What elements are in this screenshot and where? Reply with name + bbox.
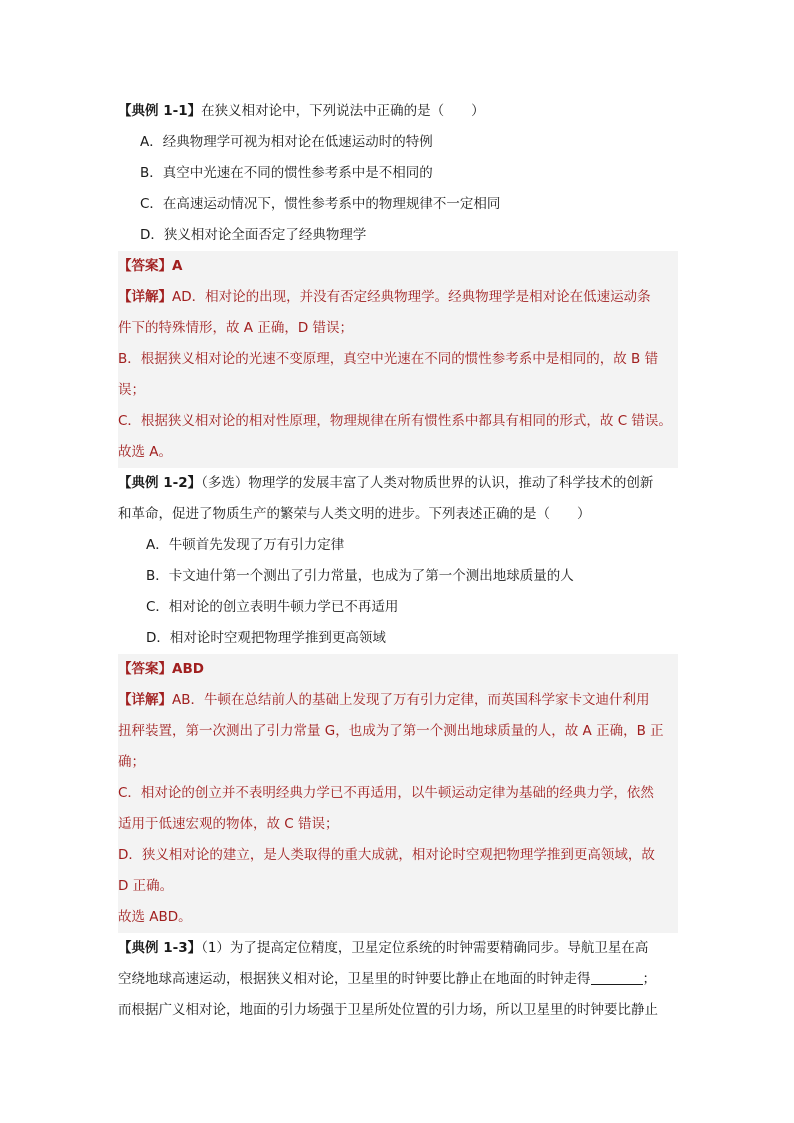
question-1-2: [118, 468, 678, 499]
question-1-3: [118, 933, 678, 964]
answer-label: 【答案】: [118, 661, 172, 677]
detail-text: AD．相对论的出现，并没有否定经典物理学。经典物理学是相对论在低速运动条: [172, 289, 651, 305]
question-stem: 而根据广义相对论，地面的引力场强于卫星所处位置的引力场，所以卫星里的时钟要比静止: [118, 1002, 658, 1018]
detail-line: [118, 685, 678, 716]
option-d: D．相对论时空观把物理学推到更高领域: [146, 630, 386, 646]
question-1-1: [118, 96, 678, 127]
document-page: [118, 96, 678, 1026]
question-stem: （1）为了提高定位精度，卫星定位系统的时钟需要精确同步。导航卫星在高: [201, 940, 649, 956]
detail-text: AB．牛顿在总结前人的基础上发现了万有引力定律，而英国科学家卡文迪什利用: [172, 692, 650, 708]
question-stem: [118, 964, 678, 995]
question-stem: （多选）物理学的发展丰富了人类对物质世界的认识，推动了科学技术的创新: [201, 475, 654, 491]
detail-line: 故选 ABD。: [118, 909, 192, 925]
question-label: 【典例 1-3】: [118, 940, 202, 956]
stem-text: 空绕地球高速运动，根据狭义相对论，卫星里的时钟要比静止在地面的时钟走得: [118, 971, 591, 987]
answer-value: ABD: [172, 661, 204, 677]
answer-block-1-1: [118, 251, 678, 468]
detail-line: D．狭义相对论的建立，是人类取得的重大成就，相对论时空观把物理学推到更高领域，故: [118, 847, 655, 863]
option-d: D．狭义相对论全面否定了经典物理学: [140, 227, 367, 243]
option-c: C．在高速运动情况下，惯性参考系中的物理规律不一定相同: [140, 196, 501, 212]
question-label: 【典例 1-2】: [118, 475, 202, 491]
detail-label: 【详解】: [118, 289, 172, 305]
detail-line: D 正确。: [118, 878, 174, 894]
question-stem: 在狭义相对论中，下列说法中正确的是（ ）: [201, 103, 485, 119]
detail-line: 适用于低速宏观的物体，故 C 错误；: [118, 816, 339, 832]
detail-line: B．根据狭义相对论的光速不变原理，真空中光速在不同的惯性参考系中是相同的，故 B 错: [118, 351, 659, 367]
detail-line: 确；: [118, 754, 145, 770]
answer-line: [118, 654, 678, 685]
answer-block-1-2: [118, 654, 678, 933]
answer-label: 【答案】: [118, 258, 172, 274]
stem-text: ；: [642, 971, 656, 987]
answer-value: A: [172, 258, 183, 274]
detail-line: 故选 A。: [118, 444, 173, 460]
detail-line: 扭秤装置，第一次测出了引力常量 G，也成为了第一个测出地球质量的人，故 A 正确，B 正: [118, 723, 664, 739]
option-b: B．卡文迪什第一个测出了引力常量，也成为了第一个测出地球质量的人: [146, 568, 574, 584]
option-a: A．牛顿首先发现了万有引力定律: [146, 537, 345, 553]
detail-line: C．相对论的创立并不表明经典力学已不再适用，以牛顿运动定律为基础的经典力学，依然: [118, 785, 654, 801]
detail-label: 【详解】: [118, 692, 172, 708]
detail-line: C．根据狭义相对论的相对性原理，物理规律在所有惯性系中都具有相同的形式，故 C 错误。: [118, 413, 672, 429]
detail-line: [118, 282, 678, 313]
detail-line: 误；: [118, 382, 145, 398]
answer-blank: [591, 970, 643, 985]
answer-line: [118, 251, 678, 282]
option-c: C．相对论的创立表明牛顿力学已不再适用: [146, 599, 399, 615]
question-label: 【典例 1-1】: [118, 103, 202, 119]
option-a: A．经典物理学可视为相对论在低速运动时的特例: [140, 134, 433, 150]
option-b: B．真空中光速在不同的惯性参考系中是不相同的: [140, 165, 433, 181]
detail-line: 件下的特殊情形，故 A 正确，D 错误；: [118, 320, 354, 336]
question-stem: 和革命，促进了物质生产的繁荣与人类文明的进步。下列表述正确的是（ ）: [118, 506, 591, 522]
